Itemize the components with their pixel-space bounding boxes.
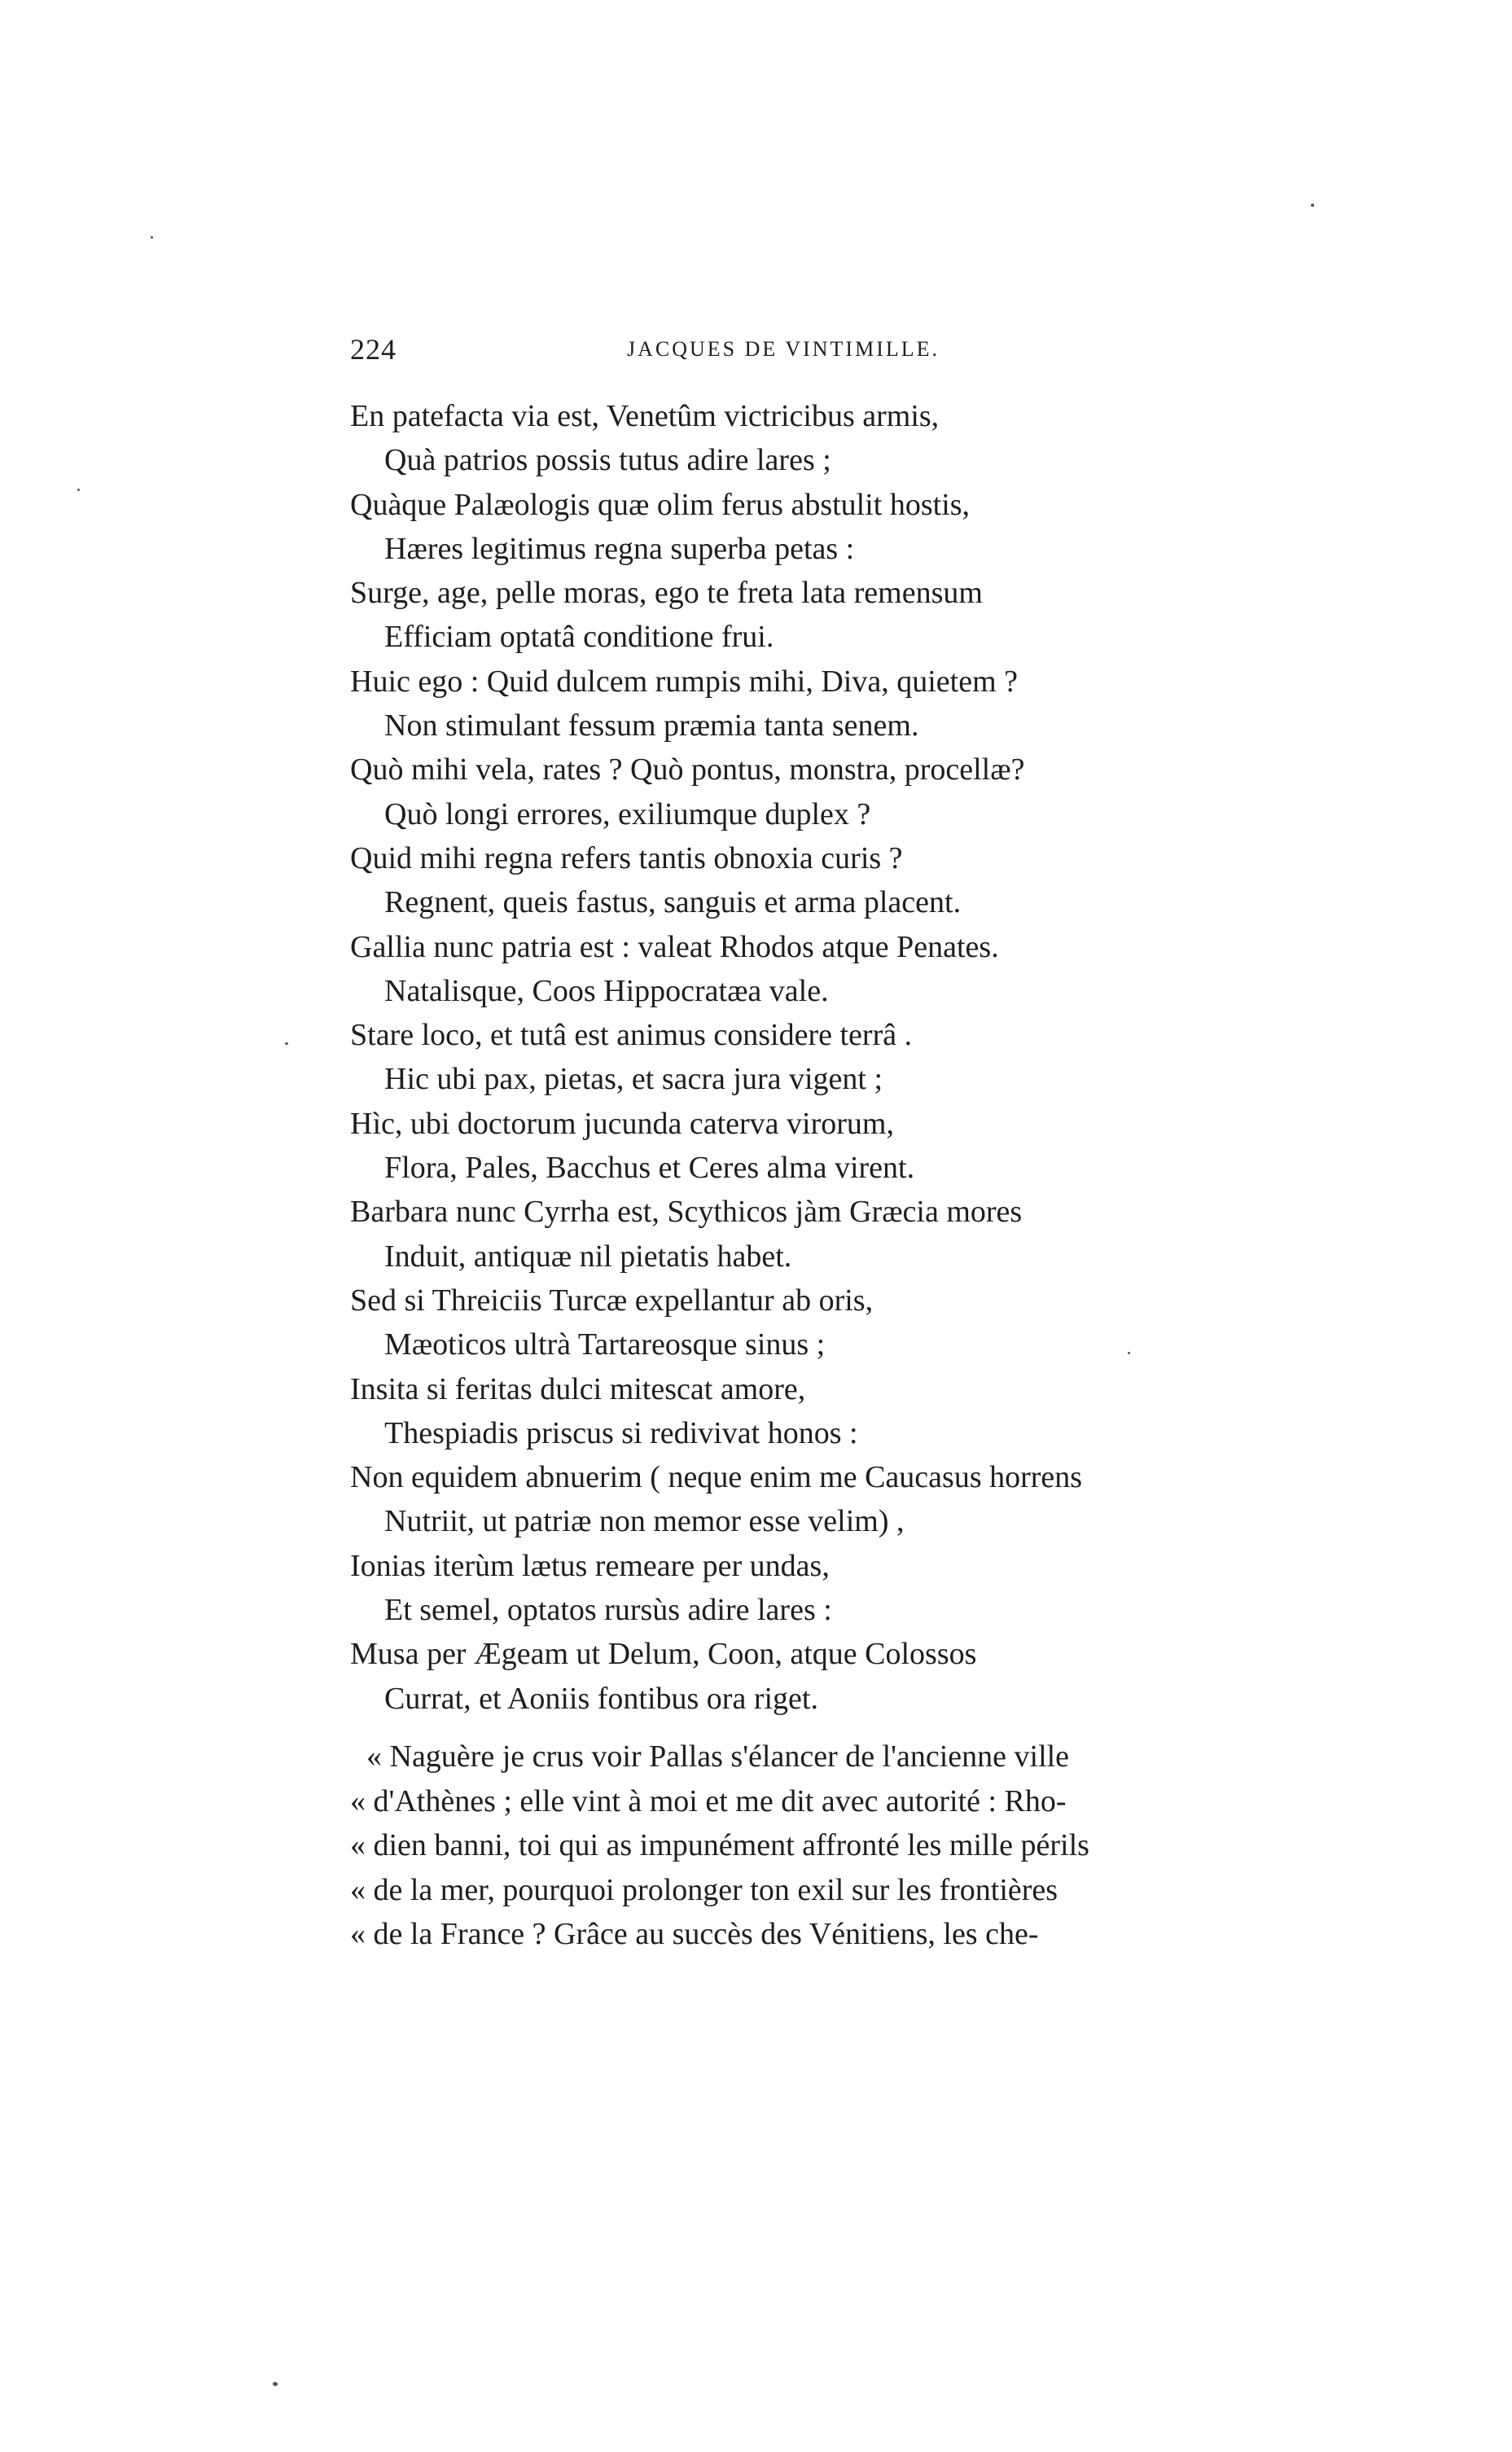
verse-line: Efficiam optatâ conditione frui.: [384, 620, 774, 655]
verse-line: Ionias iterùm lætus remeare per undas,: [350, 1548, 830, 1583]
running-head: JACQUES DE VINTIMILLE.: [627, 337, 940, 361]
verse-line: En patefacta via est, Venetûm victricibus armis,: [350, 399, 940, 433]
verse-line: Hæres legitimus regna superba petas :: [384, 531, 855, 566]
verse-line: Thespiadis priscus si redivivat honos :: [384, 1415, 858, 1450]
prose-line: « de la mer, pourquoi prolonger ton exil sur les frontières: [350, 1872, 1058, 1907]
verse-line: Huic ego : Quid dulcem rumpis mihi, Diva, quietem ?: [350, 664, 1019, 699]
verse-line: Sed si Threiciis Turcæ expellantur ab oris,: [350, 1283, 874, 1318]
paper-speck: [285, 1042, 288, 1045]
page-header: [350, 332, 1246, 381]
verse-line: Barbara nunc Cyrrha est, Scythicos jàm Græcia mores: [350, 1195, 1023, 1230]
paper-speck: [273, 2382, 278, 2386]
paper-speck: [151, 236, 153, 239]
verse-line: Quò mihi vela, rates ? Quò pontus, monstra, procellæ?: [350, 752, 1025, 787]
verse-line: Non equidem abnuerim ( neque enim me Caucasus horrens: [350, 1460, 1083, 1495]
verse-line: Stare loco, et tutâ est animus considere terrâ .: [350, 1018, 913, 1053]
verse-line: Mæoticos ultrà Tartareosque sinus ;: [384, 1327, 826, 1362]
verse-line: Non stimulant fessum præmia tanta senem.: [384, 708, 919, 743]
verse-line: Quò longi errores, exiliumque duplex ?: [384, 796, 871, 831]
paper-speck: [1311, 204, 1314, 207]
verse-line: Induit, antiquæ nil pietatis habet.: [384, 1239, 792, 1274]
verse-line: Gallia nunc patria est : valeat Rhodos atque Penates.: [350, 929, 999, 964]
page-number: 224: [350, 333, 397, 366]
verse-line: Quà patrios possis tutus adire lares ;: [384, 443, 831, 478]
verse-line: Hic ubi pax, pietas, et sacra jura vigent ;: [384, 1062, 883, 1097]
paper-speck: [1128, 1352, 1130, 1354]
verse-line: Musa per Ægeam ut Delum, Coon, atque Colossos: [350, 1637, 977, 1672]
verse-line: Currat, et Aoniis fontibus ora riget.: [384, 1681, 818, 1716]
latin-poem: [350, 394, 1286, 1721]
verse-line: Natalisque, Coos Hippocratæa vale.: [384, 973, 829, 1008]
prose-line: « d'Athènes ; elle vint à moi et me dit avec autorité : Rho-: [350, 1783, 1067, 1818]
verse-line: Quid mihi regna refers tantis obnoxia curis ?: [350, 840, 903, 875]
prose-line: « Naguère je crus voir Pallas s'élancer de l'ancienne ville: [366, 1739, 1070, 1774]
prose-line: « dien banni, toi qui as impunément affronté les mille périls: [350, 1828, 1089, 1862]
verse-line: Regnent, queis fastus, sanguis et arma placent.: [384, 885, 962, 920]
verse-line: Et semel, optatos rursùs adire lares :: [384, 1593, 832, 1628]
prose-line: « de la France ? Grâce au succès des Vénitiens, les che-: [350, 1917, 1039, 1951]
verse-line: Hìc, ubi doctorum jucunda caterva virorum,: [350, 1106, 894, 1141]
french-translation: [350, 1735, 1286, 1957]
verse-line: Nutriit, ut patriæ non memor esse velim) ,: [384, 1504, 905, 1539]
verse-line: Flora, Pales, Bacchus et Ceres alma virent.: [384, 1151, 915, 1186]
paper-speck: [77, 489, 80, 491]
verse-line: Insita si feritas dulci mitescat amore,: [350, 1371, 806, 1406]
verse-line: Quàque Palæologis quæ olim ferus abstulit hostis,: [350, 487, 971, 522]
verse-line: Surge, age, pelle moras, ego te freta lata remensum: [350, 576, 983, 611]
